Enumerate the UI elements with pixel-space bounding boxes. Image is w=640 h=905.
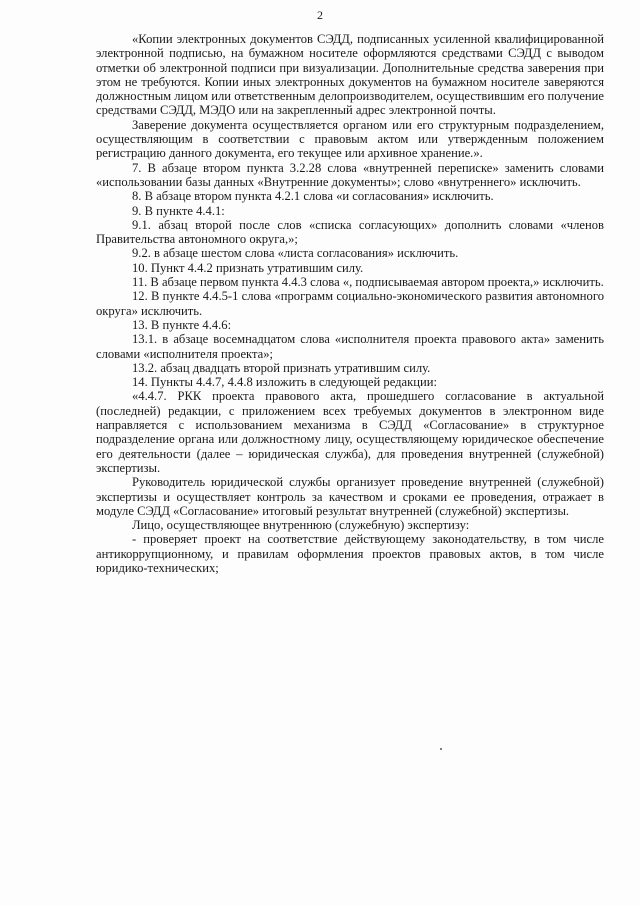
paragraph-item-11: 11. В абзаце первом пункта 4.4.3 слова «, подписываемая автором проекта,» исключить. bbox=[132, 275, 604, 290]
paragraph-item-13-2: 13.2. абзац двадцать второй признать утратившим силу. bbox=[132, 360, 431, 375]
paragraph-copies-edd: «Копии электронных документов СЭДД, подписанных усиленной квалифицированной электронной подписью, на бумажном носителе оформляются средствами СЭДД с выводом отметки об электронной подписи при визуализации. Дополнительные средства заверения при этом не требуются. Копии иных электронных документов на бумажном носителе заверяются должностным лицом или ответственным делопроизводителем, осуществившим его получение средствами СЭДД, МЭДО или на закрепленный адрес электронной почты. bbox=[96, 32, 604, 118]
paragraph-item-13: 13. В пункте 4.4.6: bbox=[132, 317, 232, 332]
paragraph-item-13-1: 13.1. в абзаце восемнадцатом слова «исполнителя проекта правового акта» заменить словами «исполнителя проекта»; bbox=[96, 332, 604, 361]
paragraph-item-9: 9. В пункте 4.4.1: bbox=[132, 203, 225, 218]
paragraph-item-7: 7. В абзаце втором пункта 3.2.28 слова «внутренней переписке» заменить словами «использовании базы данных «Внутренние документы»; слово «внутреннего» исключить. bbox=[96, 160, 604, 189]
paragraph-item-9-1: 9.1. абзац второй после слов «списка согласующих» дополнить словами «членов Правительства автономного округа,»; bbox=[96, 217, 604, 247]
page-number: 2 bbox=[317, 8, 323, 22]
paragraph-item-14: 14. Пункты 4.4.7, 4.4.8 изложить в следующей редакции: bbox=[132, 375, 437, 390]
paragraph-checks-project: - проверяет проект на соответствие действующему законодательству, в том числе антикоррупционному, и правилам оформления проектов правовых актов, в том числе юридико-технических; bbox=[96, 532, 604, 575]
paragraph-4-4-7: «4.4.7. РКК проекта правового акта, прошедшего согласование в актуальной (последней) редакции, с приложением всех требуемых документов в электронном виде направляется с использованием механизма в СЭДД «Согласование» в структурное подразделение органа или должностному лицу, осуществляющему юридическое обеспечение его деятельности (далее – юридическая служба), для проведения внутренней (служебной) экспертизы. bbox=[96, 389, 604, 475]
paragraph-expert-person: Лицо, осуществляющее внутреннюю (служебную) экспертизу: bbox=[132, 518, 470, 533]
paragraph-item-10: 10. Пункт 4.4.2 признать утратившим силу. bbox=[132, 260, 364, 275]
paragraph-item-9-2: 9.2. в абзаце шестом слова «листа согласования» исключить. bbox=[132, 246, 459, 261]
paragraph-legal-head: Руководитель юридической службы организует проведение внутренней (служебной) экспертизы и осуществляет контроль за качеством и сроками ее проведения, отражает в модуле СЭДД «Согласование» итоговый результат внутренней (служебной) экспертизы. bbox=[96, 475, 604, 518]
document-body bbox=[96, 32, 604, 575]
paragraph-item-8: 8. В абзаце втором пункта 4.2.1 слова «и согласования» исключить. bbox=[132, 189, 494, 204]
scan-speck bbox=[440, 748, 442, 750]
paragraph-item-12: 12. В пункте 4.4.5-1 слова «программ социально-экономического развития автономного округа» исключить. bbox=[96, 289, 604, 318]
paragraph-certification: Заверение документа осуществляется органом или его структурным подразделением, осуществляющим в соответствии с правовым актом или утвержденным положением регистрацию данного документа, его текущее или архивное хранение.». bbox=[96, 117, 604, 161]
